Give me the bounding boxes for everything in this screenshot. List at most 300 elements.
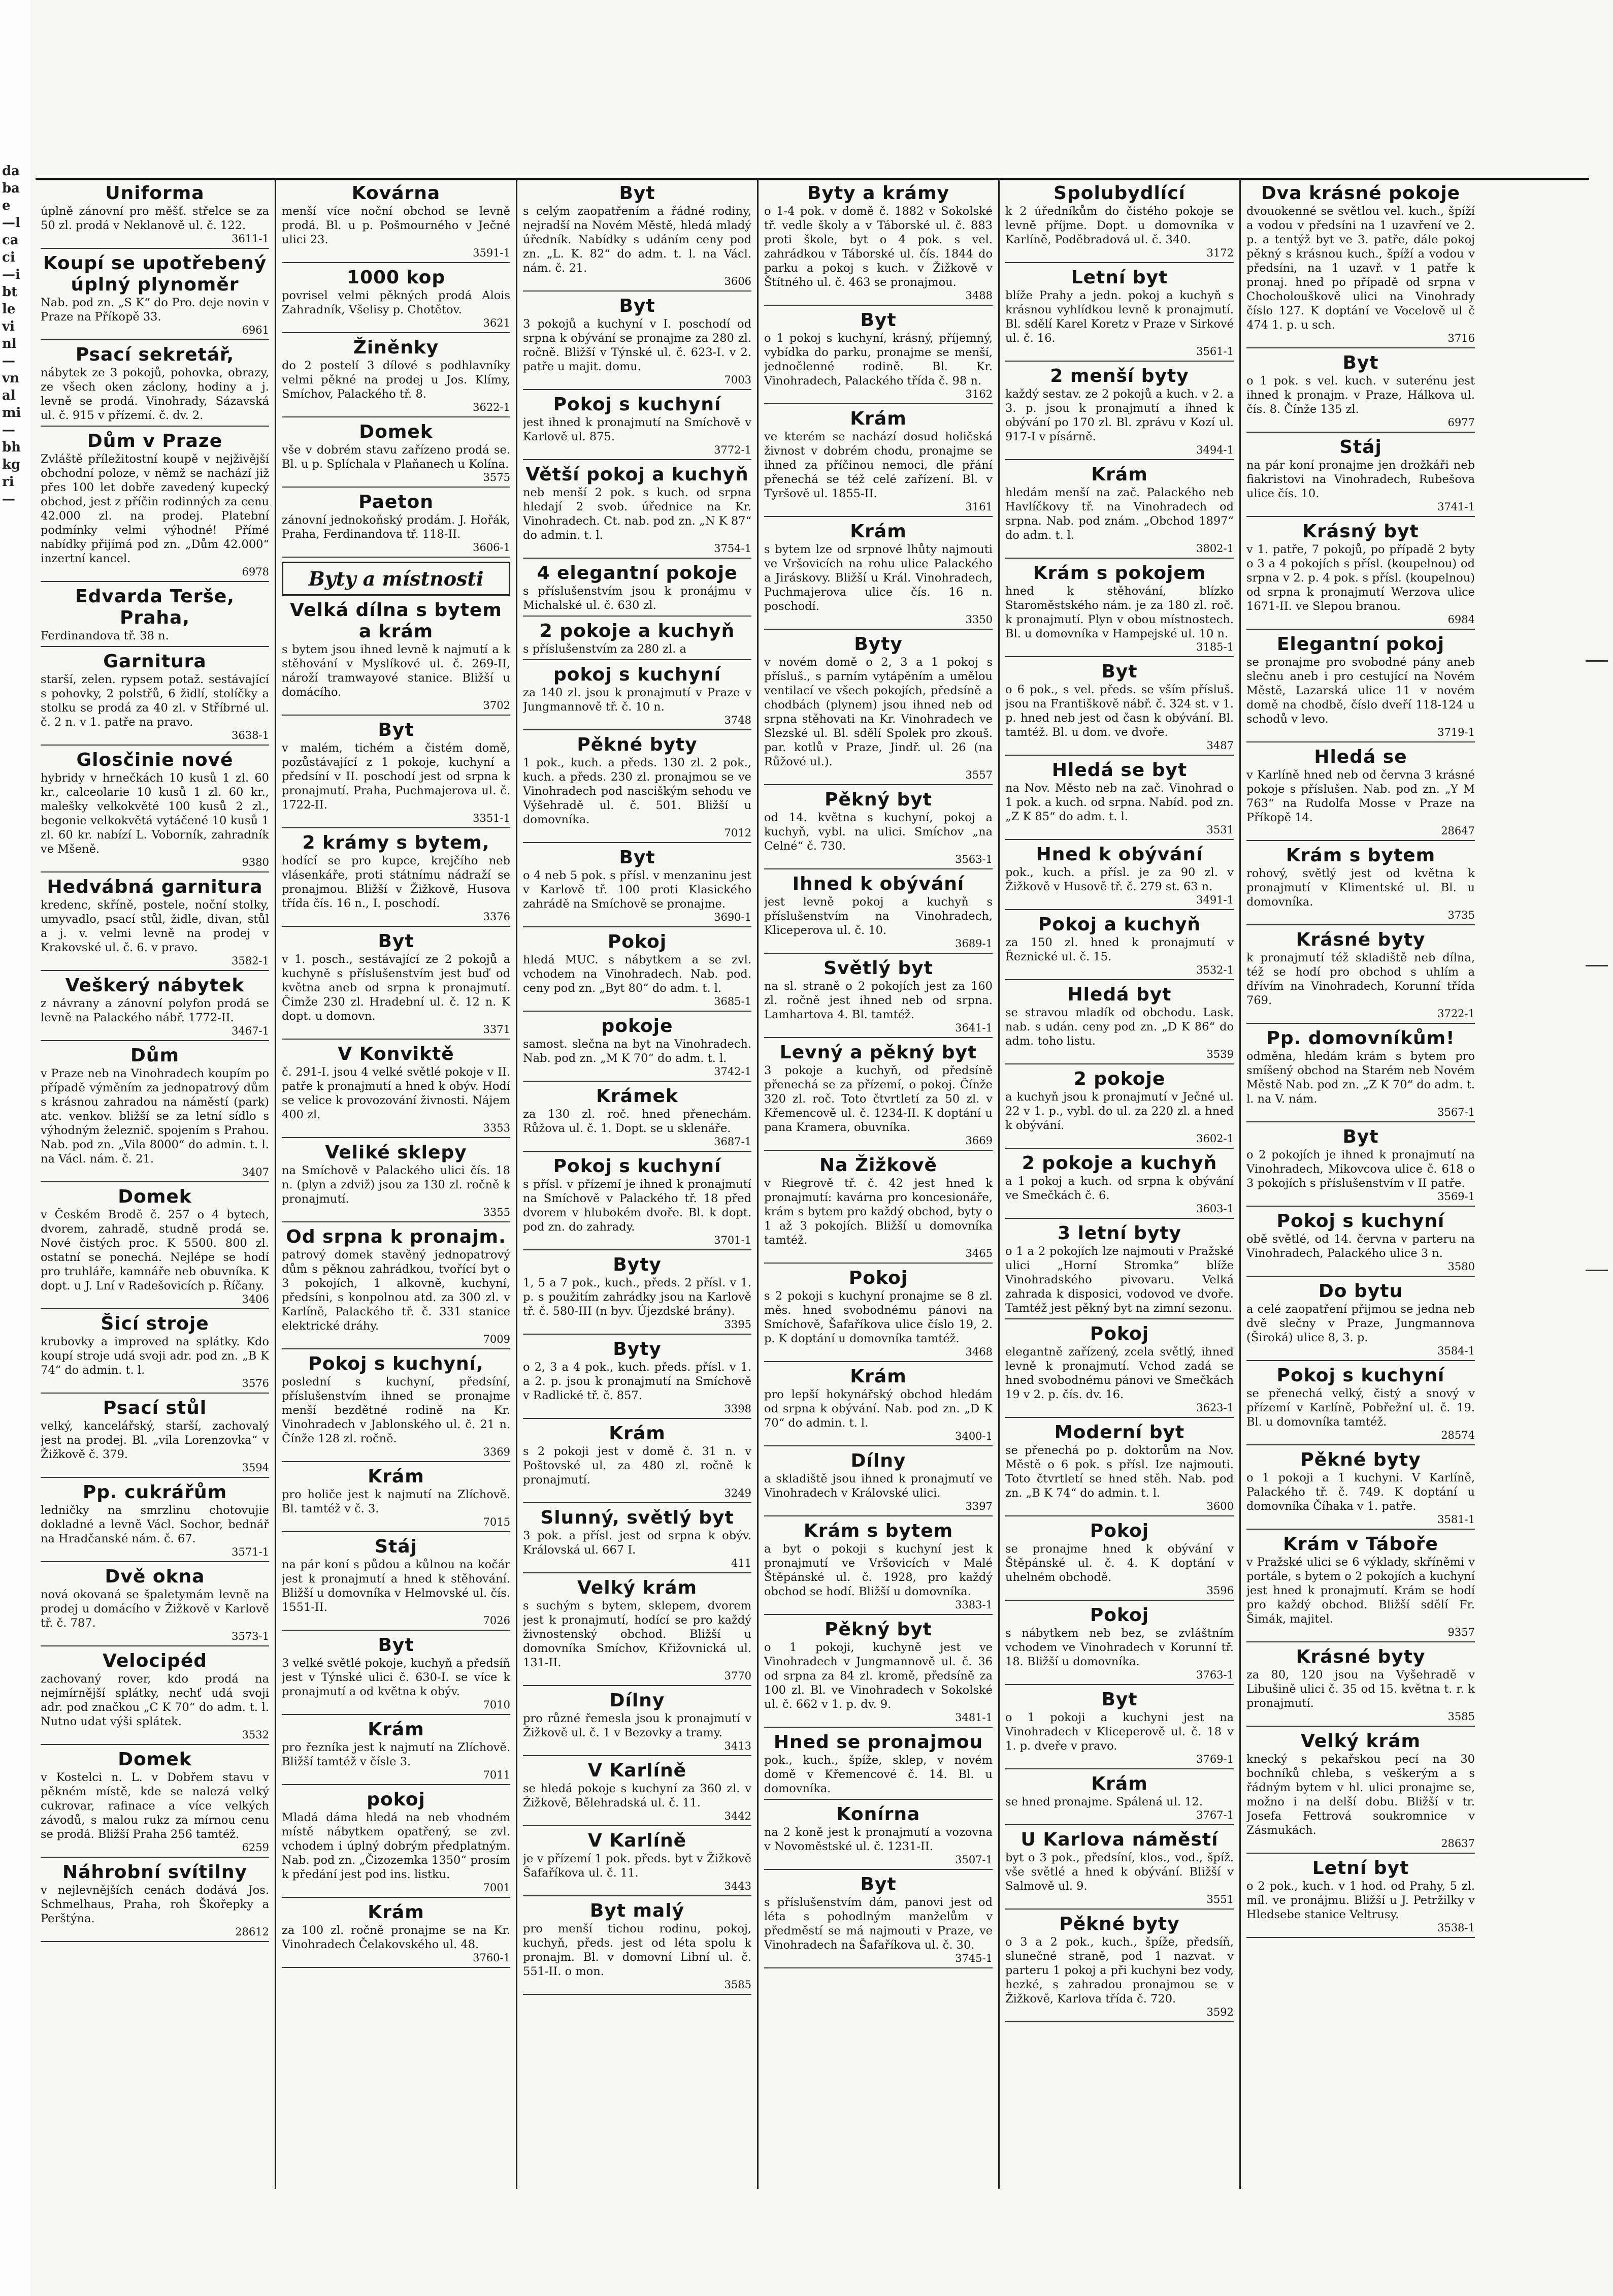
ad-body: s suchým s bytem, sklepem, dvorem jest k pronajmutí, hodící se pro každý živnostenský obchod. Bližší u domovníka Smíchov, Křižovnická ul. 131-II. xyxy=(523,1599,751,1669)
ad-divider xyxy=(1246,1360,1475,1361)
ad-number: 28637 xyxy=(1441,1837,1475,1850)
ad-title: Krám xyxy=(850,408,907,429)
ad-body: k pronajmutí též skladiště neb dílna, též se hodí pro obchod s uhlím a dřívím na Vinohradech, Korunní třída 769. xyxy=(1246,951,1475,1007)
ad-number: 3623-1 xyxy=(1196,1402,1234,1414)
ad-title: Hledá se byt xyxy=(1051,760,1188,781)
ad-number: 3611-1 xyxy=(232,233,269,245)
ad-body: v Kostelci n. L. v Dobřem stavu v pěkném místě, kde se nalezá velký cukrovar, rafinace a více velkých závodů, s malou rukz za mírnou cenu se prodá. Bližší Praha 256 tamtéž. xyxy=(41,1771,269,1841)
classified-ad xyxy=(1005,366,1234,460)
ad-title: Byty a krámy xyxy=(807,183,949,204)
ad-number: 3606-1 xyxy=(473,541,510,554)
classified-ad xyxy=(523,1254,751,1335)
ad-title: Pp. cukrářům xyxy=(82,1482,227,1503)
ad-number: 3701-1 xyxy=(714,1234,751,1246)
ad-number: 3487 xyxy=(1206,739,1234,752)
ad-body: v Pražské ulici se 6 výklady, skříněmi v portále, s bytem o 2 pokojích a kuchyní jest hned k pronajmutí. Krám se hodí pro každý obchod. Bližší sdělí Fr. Šimák, majitel. xyxy=(1246,1556,1475,1626)
classified-ad xyxy=(41,431,269,582)
ad-title: Krám xyxy=(368,1902,424,1923)
ad-divider xyxy=(1005,656,1234,657)
ad-body: rohový, světlý jest od května k pronajmutí v Klimentské ul. Bl. u domovníka. xyxy=(1246,867,1475,909)
classified-ad xyxy=(523,1156,751,1250)
classified-ad xyxy=(523,563,751,617)
column-divider xyxy=(757,178,759,2189)
ad-body: s příslušenstvím jsou k pronájmu v Michalské ul. č. 630 zl. xyxy=(523,585,751,612)
ad-body: v malém, tichém a čistém domě, pozůstávající z 1 pokoje, kuchyní a předsíní v II. poschodí jest od srpna k pronajmutí. Praha, Puchmajerova ul. č. 1722-II. xyxy=(282,741,510,812)
ad-number: 3576 xyxy=(242,1377,269,1389)
top-rule xyxy=(36,178,1589,180)
ad-number: 9357 xyxy=(1447,1626,1475,1638)
ad-title: Slunný, světlý byt xyxy=(540,1507,734,1528)
classified-ad xyxy=(523,1507,751,1573)
ad-body: starší, zelen. rypsem potaž. sestávající s pohovky, 2 polstřů, 6 židlí, stolíčky a stolku se prodá za 40 zl. v Stříbrné ul. č. 2 n. v 1. patře na pravo. xyxy=(41,673,269,729)
classified-ad xyxy=(1246,1126,1475,1207)
ad-divider xyxy=(1005,361,1234,362)
classified-ad xyxy=(41,1482,269,1562)
ad-divider xyxy=(1246,1276,1475,1277)
classified-ad xyxy=(1005,1521,1234,1601)
ad-body: se hledá pokoje s kuchyní za 360 zl. v Žižkově, Bělehradská ul. č. 11. xyxy=(523,1782,751,1809)
ad-number: 7026 xyxy=(483,1614,510,1627)
ad-divider xyxy=(282,1531,510,1532)
ad-body: zánovní jednokoňský prodám. J. Hořák, Praha, Ferdinandova tř. 118-II. xyxy=(282,513,510,541)
ad-number: 3162 xyxy=(965,388,993,400)
ad-divider xyxy=(41,1645,269,1646)
ad-number: 7009 xyxy=(483,1333,510,1345)
classified-ad xyxy=(1246,183,1475,348)
ad-body: 3 pokoje a kuchyň, od předsíně přenechá se za přízemí, o pokoj. Čínže 320 zl. roč. Toto čtvrtletí za 50 zl. v Křemencově ul. č. 1234-II. K doptání u pana Kramera, obuvníka. xyxy=(764,1064,993,1134)
ad-title: Světlý byt xyxy=(824,958,933,979)
classified-ad xyxy=(1005,563,1234,657)
classified-ad xyxy=(1246,1731,1475,1854)
section-heading: Byty a místnosti xyxy=(308,567,484,590)
ad-title: Edvarda Terše, Praha, xyxy=(75,586,235,628)
ad-divider xyxy=(523,389,751,390)
ad-number: 3532-1 xyxy=(1196,964,1234,976)
ad-body: pok., kuch. a přísl. je za 90 zl. v Žižkově v Husově tř. č. 279 st. 63 n. xyxy=(1005,866,1234,893)
ad-number: 411 xyxy=(731,1557,751,1569)
ad-number: 3567-1 xyxy=(1437,1106,1475,1118)
classified-ad xyxy=(1005,1829,1234,1910)
ad-divider xyxy=(764,1727,993,1728)
ad-body: elegantně zařízený, zcela světlý, ihned levně k pronajmutí. Vchod zadá se hned svobodnému pánovi ve Smečkách 19 v 2. p. čís. dv. 16. xyxy=(1005,1345,1234,1401)
ad-title: Šicí stroje xyxy=(101,1313,209,1334)
classified-ad xyxy=(1005,1914,1234,2022)
ad-title: Dílny xyxy=(609,1690,665,1711)
ad-divider xyxy=(764,784,993,785)
classified-ad xyxy=(1005,464,1234,559)
classified-ad xyxy=(1005,1773,1234,1825)
ad-body: o 1 pokoji, kuchyně jest ve Vinohradech v Jungmannově ul. č. 36 od srpna za 84 zl. kromě, předsíně za 100 zl. Bl. ve Vinohradech v Sokolské ul. č. 662 v 1. p. dv. 9. xyxy=(764,1641,993,1711)
ad-divider xyxy=(523,616,751,617)
ad-body: o 1 a 2 pokojích lze najmouti v Pražské ulici „Horní Stromka“ blíže Vinohradského pivovaru. Velká zahrada k disposici, vodovod ve dvoře. Tamtéž jest pěkný byt na zimní sezonu. xyxy=(1005,1245,1234,1315)
ad-divider xyxy=(1005,1824,1234,1825)
ad-number: 3592 xyxy=(1206,2006,1234,2018)
ad-body: pok., kuch., špíže, sklep, v novém domě v Křemencové č. 14. Bl. u domovníka. xyxy=(764,1754,993,1795)
classified-ad xyxy=(764,1619,993,1728)
ad-divider xyxy=(41,871,269,872)
ad-number: 3772-1 xyxy=(714,444,751,456)
classified-ad xyxy=(764,310,993,404)
classified-ad xyxy=(1246,1449,1475,1530)
ad-title: Krám s bytem xyxy=(1286,845,1436,866)
ad-title: Pokoj s kuchyní, xyxy=(308,1353,484,1374)
ad-body: hodící se pro kupce, krejčího neb vlásenkáře, proti státnímu nádraží se pronajmou. Bližší v Žižkově, Husova třída čís. 16 n., I. poschodí. xyxy=(282,854,510,910)
ad-number: 3249 xyxy=(724,1487,751,1499)
ad-number: 3539 xyxy=(1206,1048,1234,1060)
ad-body: Ferdinandova tř. 38 n. xyxy=(41,629,169,642)
column-3 xyxy=(523,183,751,2189)
classified-ad xyxy=(41,651,269,746)
ad-body: je v přízemí 1 pok. předs. byt v Žižkově Šafaříkova ul. č. 11. xyxy=(523,1852,751,1880)
ad-title: Byt xyxy=(1342,352,1379,373)
ad-number: 3606 xyxy=(724,275,751,287)
margin-tick xyxy=(1586,1270,1608,1271)
ad-title: Pěkný byt xyxy=(825,1619,932,1640)
ad-divider xyxy=(1246,1853,1475,1854)
ad-title: Žiněnky xyxy=(353,337,439,358)
ad-body: hned k stěhování, blízko Staroměstského nám. je za 180 zl. roč. k pronajmutí. Plyn v obou místnostech. Bl. u domovníka v Hampejské ul. 10 n. xyxy=(1005,585,1234,640)
classified-ad xyxy=(764,634,993,785)
ad-title: Pokoj xyxy=(1090,1605,1149,1626)
ad-number: 3161 xyxy=(965,501,993,513)
classified-ad xyxy=(523,931,751,1012)
column-divider xyxy=(516,178,517,2189)
ad-number: 7003 xyxy=(724,374,751,386)
ad-divider xyxy=(282,1461,510,1462)
ad-title: Pokoj s kuchyní xyxy=(553,1156,721,1177)
ad-body: se přenechá velký, čistý a snový v přízemí v Karlíně, Pobřežní ul. č. 19. Bl. u domovníka tamtéž. xyxy=(1246,1387,1475,1429)
ad-number: 3580 xyxy=(1447,1260,1475,1273)
ad-body: v 1. patře, 7 pokojů, po případě 2 byty o 3 a 4 pokojích s přísl. (koupelnou) od srpna v 2. p. 4 pok. s přísl. (koupelnou) od srpna k pronajmutí Werzova ulice 1671-II. ve Slepou branou. xyxy=(1246,543,1475,613)
left-margin-strip xyxy=(0,0,30,2296)
ad-number: 3735 xyxy=(1447,909,1475,921)
ad-body: o 1 pokoj s kuchyní, krásný, příjemný, vybídka do parku, pronajme se menší, jednočlenné rodině. Bl. Kr. Vinohradech, Palackého třída č. 98 n. xyxy=(764,332,993,387)
ad-number: 3585 xyxy=(724,1979,751,1991)
classified-ad xyxy=(41,183,269,249)
ad-number: 28647 xyxy=(1441,825,1475,837)
ad-title: Letní byt xyxy=(1312,1858,1409,1879)
ad-body: s nábytkem neb bez, se zvláštním vchodem ve Vinohradech v Korunní tř. 18. Bližší u domovníka. xyxy=(1005,1627,1234,1668)
ad-title: Velocipéd xyxy=(102,1651,207,1671)
ad-title: Hned k obývání xyxy=(1036,844,1203,865)
ad-divider xyxy=(41,970,269,971)
ad-body: v Karlíně hned neb od června 3 krásné pokoje s příslušen. Nab. pod zn. „Y M 763“ na Rudolfa Mosse v Praze na Příkopě 14. xyxy=(1246,768,1475,824)
ad-title: 2 pokoje a kuchyň xyxy=(1022,1153,1217,1174)
ad-number: 3582-1 xyxy=(232,955,269,967)
ad-divider xyxy=(764,1263,993,1264)
ad-title: Kovárna xyxy=(351,183,441,204)
classified-ad xyxy=(1246,845,1475,925)
ad-number: 7011 xyxy=(483,1769,510,1781)
ad-divider xyxy=(1246,1023,1475,1024)
ad-divider xyxy=(41,1393,269,1394)
ad-number: 3413 xyxy=(724,1740,751,1752)
ad-title: Od srpna k pronajm. xyxy=(286,1226,506,1247)
ad-divider xyxy=(523,1895,751,1896)
ad-body: a kuchyň jsou k pronajmutí v Ječné ul. 22 v 1. p., vybl. do ul. za 220 zl. a hned k obývání. xyxy=(1005,1090,1234,1132)
section-heading-box xyxy=(282,562,510,596)
classified-ad xyxy=(523,621,751,660)
ad-title: Krásný byt xyxy=(1302,521,1419,542)
classified-ad xyxy=(764,789,993,869)
ad-number: 3465 xyxy=(965,1247,993,1259)
ad-body: 3 pok. a přísl. jest od srpna k obýv. Královská ul. 667 I. xyxy=(523,1529,751,1557)
ad-body: kredenc, skříně, postele, noční stolky, umyvadlo, psací stůl, židle, divan, stůl a j. v. velmi levně na prodej v Krakovské ul. č. 6. v pravo. xyxy=(41,898,269,954)
ad-title: 2 krámy s bytem, xyxy=(302,832,490,853)
ad-number: 3575 xyxy=(483,471,510,483)
ad-divider xyxy=(1246,741,1475,742)
ad-number: 3531 xyxy=(1206,824,1234,836)
ad-divider xyxy=(523,1755,751,1756)
classified-ad xyxy=(1005,844,1234,910)
ad-divider xyxy=(523,459,751,460)
ad-number: 3685-1 xyxy=(714,995,751,1008)
classified-ad xyxy=(764,958,993,1038)
classified-ad xyxy=(282,1536,510,1631)
ad-number: 3602-1 xyxy=(1196,1133,1234,1145)
ad-number: 3689-1 xyxy=(955,937,993,950)
ad-divider xyxy=(41,1857,269,1858)
ad-body: o 3 a 2 pok., kuch., špíže, předsíň, slunečné straně, pod 1 nazvat. v parteru 1 pokoj a při kuchyni bez vody, hezké, s zahradou pronajmou se v Žižkově, Karlova třída č. 720. xyxy=(1005,1935,1234,2006)
classified-ad xyxy=(1005,1422,1234,1516)
ad-number: 3719-1 xyxy=(1437,726,1475,738)
ad-divider xyxy=(764,629,993,630)
ad-title: Byt xyxy=(378,931,414,952)
ad-body: o 1 pokoji a 1 kuchyni. V Karlíně, Palackého tř. č. 749. K doptání u domovníka Číhaka v 1. patře. xyxy=(1246,1471,1475,1513)
classified-ad xyxy=(41,1398,269,1478)
ad-title: Pokoj a kuchyň xyxy=(1038,914,1201,935)
ad-divider xyxy=(1246,629,1475,630)
ad-number: 6259 xyxy=(242,1841,269,1854)
classified-ad xyxy=(282,1142,510,1222)
classified-ad xyxy=(764,1268,993,1362)
ad-number: 3467-1 xyxy=(232,1025,269,1037)
ad-title: pokoje xyxy=(601,1016,673,1037)
ad-body: o 1-4 pok. v domě č. 1882 v Sokolské tř. vedle školy a v Táborské ul. č. 883 proti škole, byt o 4 pok. s vel. zahrádkou v Táborské ul. čís. 1844 do parku a pokoj s kuch. v Žižkově v Štítného ul. č. 463 se pronajmou. xyxy=(764,205,993,289)
ad-body: k 2 úředníkům do čistého pokoje se levně příjme. Dopt. u domovníka v Karlíně, Poděbradová ul. č. 340. xyxy=(1005,205,1234,246)
classified-ad xyxy=(1246,747,1475,841)
ad-divider xyxy=(1005,1515,1234,1516)
ad-title: Velká dílna s bytem a krám xyxy=(290,600,502,642)
ad-title: Krásné byty xyxy=(1296,929,1426,950)
ad-body: na 2 koně jest k pronajmutí a vozovna v Novoměstské ul. č. 1231-II. xyxy=(764,1826,993,1853)
classified-ad xyxy=(41,877,269,971)
ad-number: 3400-1 xyxy=(955,1430,993,1442)
ad-title: Byt xyxy=(619,296,655,316)
ad-divider xyxy=(1246,840,1475,841)
ad-body: na Smíchově v Palackého ulici čís. 18 n. (plyn a zdviž) jsou za 130 zl. ročně k pronajmutí. xyxy=(282,1164,510,1206)
ad-divider xyxy=(523,1334,751,1335)
classified-ad xyxy=(1246,521,1475,630)
ad-divider xyxy=(764,403,993,404)
ad-divider xyxy=(764,516,993,517)
ad-divider xyxy=(523,1685,751,1686)
ad-divider xyxy=(282,1348,510,1349)
ad-divider xyxy=(1246,516,1475,517)
ad-title: Koupí se upotřebený úplný plynoměr xyxy=(43,253,267,295)
ad-body: zachovaný rover, kdo prodá na nejmírnější splátky, nechť udá svoji adr. pod značkou „C K 70“ do adm. t. l. Nutno udat výši splátek. xyxy=(41,1672,269,1728)
ad-body: se přenechá po p. doktorům na Nov. Městě o 6 pok. s přísl. Ize najmouti. Toto čtvrtletí se hned stěh. Nab. pod zn. „B K 74“ do admin. t. l. xyxy=(1005,1444,1234,1500)
ad-body: 3 pokojů a kuchyní v I. poschodí od srpna k obývání se pronajme za 280 zl. ročně. Bližší v Týnské ul. č. 623-I. v 2. patře u majit. domu. xyxy=(523,317,751,373)
ad-divider xyxy=(1246,1206,1475,1207)
column-6 xyxy=(1246,183,1475,2189)
classified-ad xyxy=(1005,1153,1234,1219)
ad-number: 7010 xyxy=(483,1699,510,1711)
ad-title: Pokoj xyxy=(607,931,667,952)
ad-body: se pronajme hned k obývání v Štěpánské ul. č. 4. K doptání v uhelném obchodě. xyxy=(1005,1542,1234,1584)
ad-divider xyxy=(764,1967,993,1968)
ad-title: Krám xyxy=(368,1466,424,1487)
ad-divider xyxy=(41,1744,269,1745)
classified-ad xyxy=(523,464,751,559)
classified-ad xyxy=(282,1719,510,1785)
ad-title: Levný a pěkný byt xyxy=(779,1042,977,1063)
ad-divider xyxy=(282,926,510,927)
ad-title: Byt xyxy=(860,310,897,331)
ad-number: 3600 xyxy=(1206,1500,1234,1512)
ad-divider xyxy=(41,426,269,427)
ad-body: odměna, hledám krám s bytem pro smíšený obchod na Starém neb Novém Městě Nab. pod zn. „Z K 70“ do adm. t. l. na V. nám. xyxy=(1246,1050,1475,1106)
ad-body: o 6 pok., s vel. předs. se vším přísluš. jsou na Františkově nábř. č. 324 st. v 1. p. hned neb jest od časn k obývání. Bl. tamtéž. Bl. u dom. ve dvoře. xyxy=(1005,683,1234,739)
ad-divider xyxy=(41,1181,269,1182)
ad-divider xyxy=(1005,1063,1234,1064)
ad-number: 3603-1 xyxy=(1196,1203,1234,1215)
classified-ad xyxy=(523,664,751,730)
ad-title: Hledá byt xyxy=(1067,984,1172,1005)
classified-ad xyxy=(282,1353,510,1462)
ad-body: s bytem jsou ihned levně k najmutí a k stěhování v Myslíkové ul. č. 269-II, nároží tramwayové stanice. Bližší u domácího. xyxy=(282,643,510,699)
ad-number: 3561-1 xyxy=(1196,345,1234,358)
classified-ad xyxy=(282,337,510,417)
column-divider xyxy=(998,178,1000,2189)
ad-number: 6984 xyxy=(1447,613,1475,626)
ad-body: se stravou mladík od obchodu. Lask. nab. s udán. ceny pod zn. „D K 86“ do adm. toho listu. xyxy=(1005,1006,1234,1048)
ad-divider xyxy=(282,1967,510,1968)
classified-ad xyxy=(523,1830,751,1896)
ad-divider xyxy=(1005,1909,1234,1910)
ad-number: 3185-1 xyxy=(1196,641,1234,653)
ad-number: 3395 xyxy=(724,1318,751,1331)
ad-title: Dům xyxy=(130,1045,180,1066)
classified-ad xyxy=(764,408,993,517)
ad-number: 3569-1 xyxy=(1437,1190,1475,1203)
ad-divider xyxy=(764,868,993,869)
ad-title: Byt xyxy=(378,720,414,740)
ad-body: do 2 postelí 3 dílové s podhlavníky velmi pěkné na prodej u Jos. Klímy, Smíchov, Palackého tř. 8. xyxy=(282,359,510,401)
ad-body: od 14. května s kuchyní, pokoj a kuchyň, vybl. na ulici. Smíchov „na Celné“ č. 730. xyxy=(764,811,993,853)
ad-number: 3770 xyxy=(724,1670,751,1682)
ad-body: č. 291-I. jsou 4 velké světlé pokoje v II. patře k pronajmutí a hned k obýv. Hodí se velice k provozování živnosti. Nájem 400 zl. xyxy=(282,1065,510,1121)
ad-title: Stáj xyxy=(1339,437,1382,458)
classified-ad xyxy=(282,1466,510,1532)
ad-divider xyxy=(523,842,751,843)
ad-number: 3532 xyxy=(242,1729,269,1741)
ad-title: Byty xyxy=(854,634,903,655)
classified-ad xyxy=(41,253,269,340)
classified-ad xyxy=(1005,661,1234,756)
ad-divider xyxy=(523,1418,751,1419)
ad-body: knecký s pekařskou pecí na 30 bochníků chleba, s veškerým a s řádným bytem v hl. ulici pronajme se, možno i na delší dobu. Bližší v tr. Josefa Fettrová soukromnice v Zásmukách. xyxy=(1246,1753,1475,1837)
ad-body: za 150 zl. hned k pronajmutí v Řeznické ul. č. 15. xyxy=(1005,936,1234,963)
ad-number: 3383-1 xyxy=(955,1599,993,1611)
ad-title: Uniforma xyxy=(105,183,205,204)
ad-title: Pokoj xyxy=(1090,1323,1149,1344)
ad-divider xyxy=(1246,1641,1475,1642)
margin-tick xyxy=(1586,965,1608,966)
ad-body: o 2 pok., kuch. v 1 hod. od Prahy, 5 zl. míl. ve pronájmu. Bližší u J. Petržilky v Hledsebe stanice Veltrusy. xyxy=(1246,1880,1475,1921)
ad-body: v novém domě o 2, 3 a 1 pokoj s přísluš., s parním vytápěním a umělou ventilací ve všech pokojích, předsíně a chodbách (plynem) jsou ihned neb od srpna stěhovati na Kr. Vinohradech ve Slezské ul. Bl. sdělí Spolek pro zkouš. par. kotlů v Praze, Jindř. ul. 26 (na Růžové ul.). xyxy=(764,656,993,768)
ad-title: 4 elegantní pokoje xyxy=(537,563,738,584)
ad-body: jest levně pokoj a kuchyň s příslušenstvím na Vinohradech, Kliceperova ul. č. 10. xyxy=(764,895,993,937)
ad-divider xyxy=(282,827,510,828)
ad-divider xyxy=(764,1614,993,1615)
ad-number: 3355 xyxy=(483,1206,510,1218)
ad-divider xyxy=(1005,1148,1234,1149)
ad-title: Dům v Praze xyxy=(87,431,223,451)
ad-divider xyxy=(523,1011,751,1012)
ad-divider xyxy=(282,332,510,333)
ad-number: 28612 xyxy=(235,1926,269,1938)
ad-title: pokoj xyxy=(367,1789,425,1810)
ad-body: a byt o pokoji s kuchyní jest k pronajmutí ve Vršovicích v Malé Štěpánské ul. č. 1928, pro každý obchod se hodí. Bližší u domovníka. xyxy=(764,1542,993,1598)
ad-title: Na Žižkově xyxy=(819,1155,937,1176)
ad-number: 3571-1 xyxy=(232,1546,269,1558)
ad-divider xyxy=(523,558,751,559)
ad-body: pro holiče jest k najmutí na Zlíchově. Bl. tamtéž v č. 3. xyxy=(282,1488,510,1515)
ad-title: Pokoj s kuchyní xyxy=(1276,1365,1445,1386)
ad-number: 3760-1 xyxy=(473,1952,510,1964)
classified-ad xyxy=(764,1042,993,1151)
ad-title: Pokoj s kuchyní xyxy=(553,394,721,415)
ad-title: Krám xyxy=(368,1719,424,1740)
classified-ad xyxy=(1005,1689,1234,1769)
classified-ad xyxy=(282,832,510,927)
ad-body: v nejlevnějších cenách dodává Jos. Schmelhaus, Praha, roh Škořepky a Perštýna. xyxy=(41,1884,269,1925)
classified-ad xyxy=(1246,1281,1475,1361)
ad-number: 3557 xyxy=(965,769,993,781)
ad-body: o 1 pok. s vel. kuch. v suterénu jest ihned k pronajm. v Praze, Hálkova ul. čís. 8. Čínže 135 zl. xyxy=(1246,374,1475,416)
ad-body: se pronajme pro svobodné pány aneb slečnu aneb i pro cestující na Novém Městě, Lazarská ulice 11 v novém domě na chodbě, číslo dveří 118-124 u schodů v levo. xyxy=(1246,656,1475,726)
ad-divider xyxy=(1005,979,1234,980)
ad-title: U Karlova náměstí xyxy=(1021,1829,1219,1850)
ad-divider xyxy=(1005,558,1234,559)
ad-body: pro řezníka jest k najmutí na Zlíchově. Bližší tamtéž v čísle 3. xyxy=(282,1741,510,1768)
classified-ad xyxy=(41,344,269,427)
classified-ad xyxy=(41,1045,269,1182)
ad-number: 3468 xyxy=(965,1346,993,1358)
ad-divider xyxy=(523,1081,751,1082)
classified-ad xyxy=(523,1016,751,1082)
ad-divider xyxy=(41,248,269,249)
classified-ad xyxy=(523,183,751,292)
ad-title: Větší pokoj a kuchyň xyxy=(525,464,749,485)
ad-number: 3573-1 xyxy=(232,1630,269,1642)
ad-divider xyxy=(764,1150,993,1151)
ad-body: na Nov. Město neb na zač. Vinohrad o 1 pok. a kuch. od srpna. Nabíd. pod zn. „Z K 85“ do adm. t. l. xyxy=(1005,782,1234,823)
ad-divider xyxy=(41,1477,269,1478)
classified-ad xyxy=(523,1086,751,1152)
ad-divider xyxy=(523,1994,751,1995)
ad-title: Byt xyxy=(1101,661,1138,682)
classified-ad xyxy=(764,1732,993,1800)
ad-title: Paeton xyxy=(358,492,434,512)
ad-title: Krám s bytem xyxy=(803,1521,953,1541)
ad-number: 28574 xyxy=(1441,1429,1475,1441)
ad-body: blíže Prahy a jedn. pokoj a kuchyň s krásnou vyhlídkou levně k pronajmutí. Bl. sdělí Karel Koretz v Praze v Sirkové ul. č. 16. xyxy=(1005,289,1234,345)
ad-divider xyxy=(282,1221,510,1222)
classified-ad xyxy=(523,1760,751,1826)
ad-title: 2 pokoje xyxy=(1073,1069,1166,1089)
